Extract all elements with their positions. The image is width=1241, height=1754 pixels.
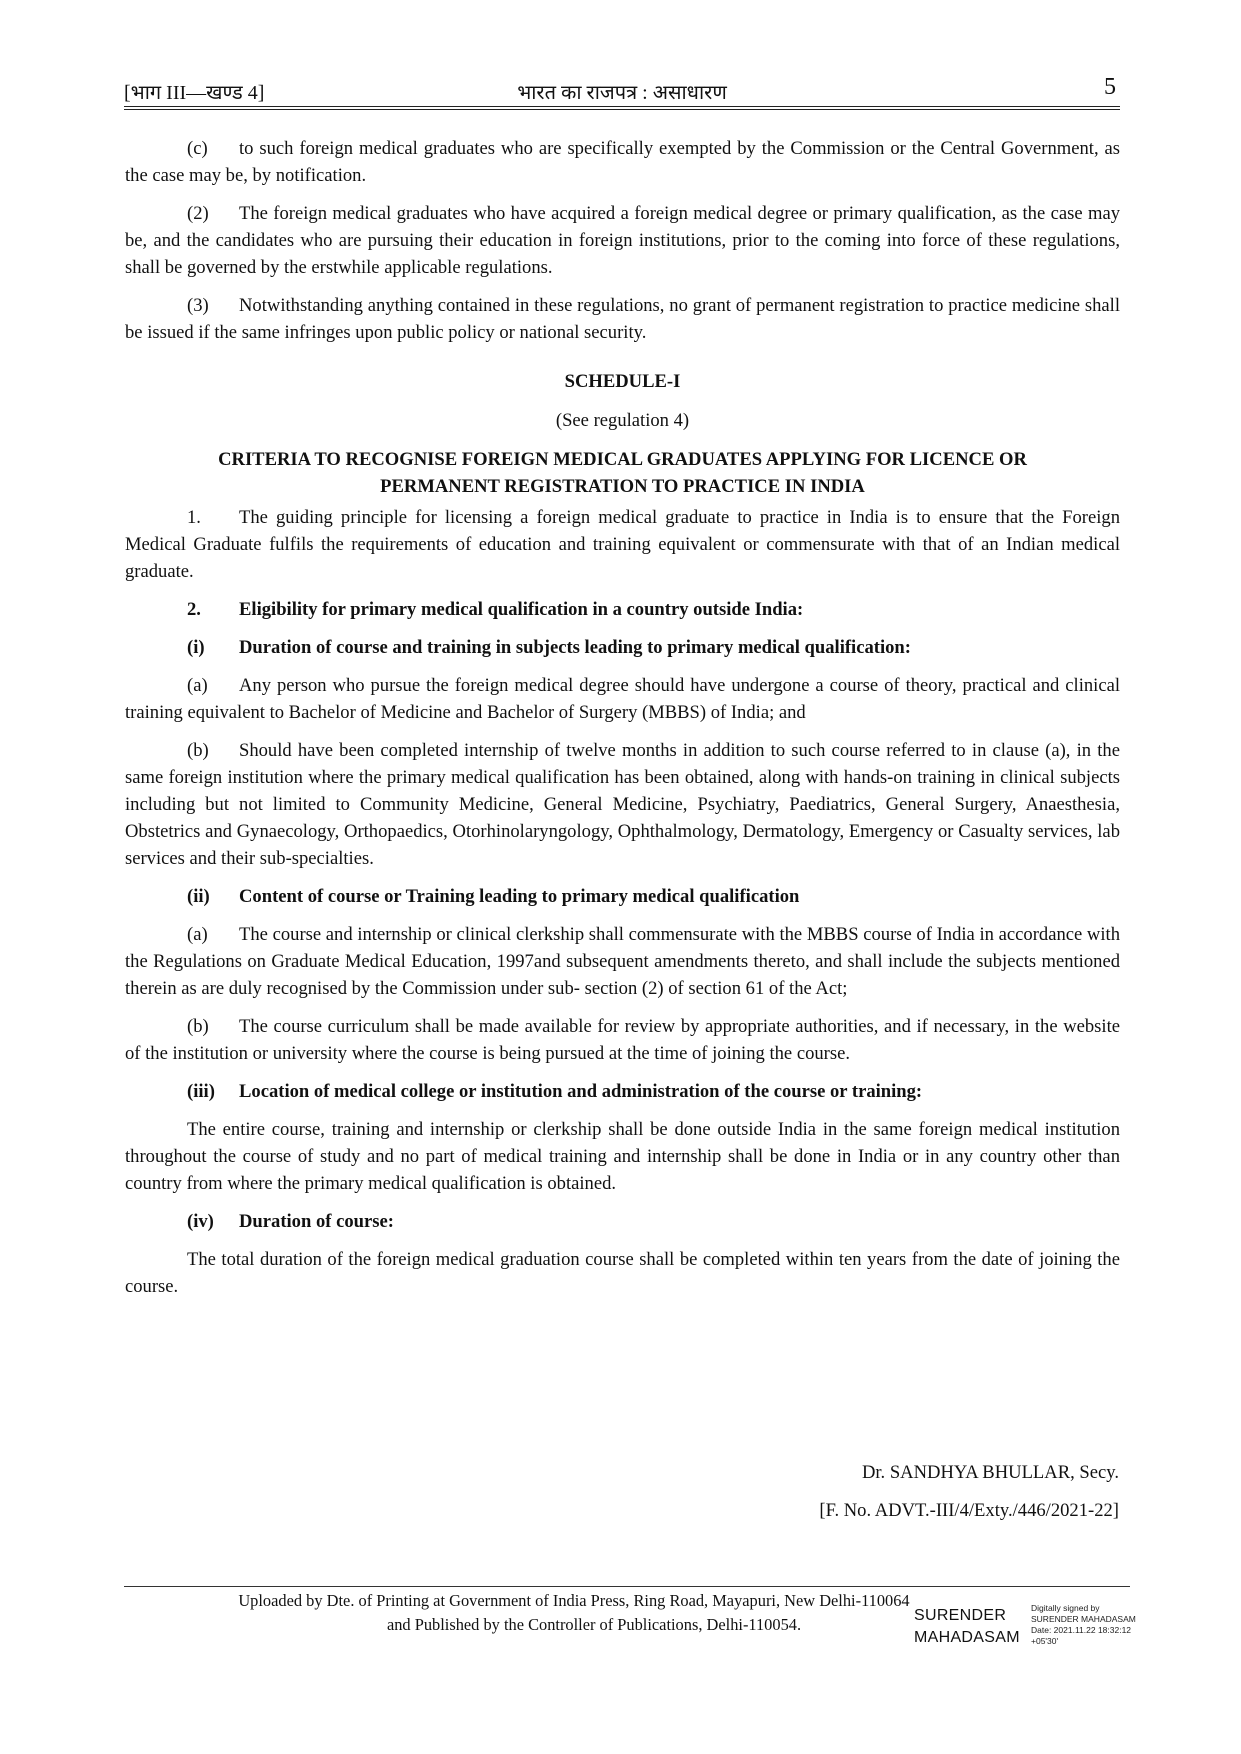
page-header	[124, 76, 1120, 106]
subsection-ii-a	[125, 921, 1120, 1002]
subsection-heading-text: Location of medical college or institution and administration of the course or training:	[239, 1081, 923, 1102]
clause-text: The course and internship or clinical clerkship shall commensurate with the MBBS course of India in accordance with the Regulations on Graduate Medical Education, 1997and subsequent amendments thereto, and shall include the subjects mentioned therein as are duly recognised by the Commission under sub- section (2) of section 61 of the Act;	[125, 924, 1120, 999]
criteria-heading-line2: PERMANENT REGISTRATION TO PRACTICE IN INDIA	[380, 476, 865, 497]
signer-first-name: SURENDER	[914, 1607, 1007, 1624]
paragraph-number: 1.	[187, 507, 201, 528]
subsection-iii-text: The entire course, training and internship or clerkship shall be done outside India in the same foreign medical institution throughout the course of study and no part of medical training and internship shall be done in India or in any country other than country from where the primary medical qualification is obtained.	[125, 1119, 1120, 1194]
footer-divider	[124, 1586, 1130, 1587]
header-part-section: [भाग III—खण्ड 4]	[124, 82, 265, 104]
paragraph-1	[125, 504, 1120, 585]
clause-text: Any person who pursue the foreign medical degree should have undergone a course of theory, practical and clinical training equivalent to Bachelor of Medicine and Bachelor of Surgery (MBBS) of India; and	[125, 675, 1120, 723]
clause-3	[125, 292, 1120, 346]
subsection-number: (i)	[187, 637, 205, 658]
header-divider	[124, 106, 1120, 110]
clause-text: The foreign medical graduates who have acquired a foreign medical degree or primary qualification, as the case may be, and the candidates who are pursuing their education in foreign institutions, prior to the coming into force of these regulations, shall be governed by the erstwhile applicable regulations.	[125, 203, 1120, 278]
clause-2	[125, 200, 1120, 281]
criteria-heading	[125, 446, 1120, 500]
clause-number: (a)	[187, 675, 208, 696]
paragraph-text: The guiding principle for licensing a foreign medical graduate to practice in India is to ensure that the Foreign Medical Graduate fulfils the requirements of education and training equivalent or commensurate with that of an Indian medical graduate.	[125, 507, 1120, 582]
signatory-name: Dr. SANDHYA BHULLAR, Secy.	[861, 1462, 1119, 1483]
paragraph-number: 2.	[187, 599, 201, 620]
page-number: 5	[1104, 74, 1116, 100]
document-body	[125, 135, 1120, 1311]
clause-number: (3)	[187, 295, 209, 316]
schedule-subtitle: (See regulation 4)	[555, 410, 690, 431]
subsection-i-heading	[125, 634, 1120, 661]
clause-text: Notwithstanding anything contained in these regulations, no grant of permanent registration to practice medicine shall be issued if the same infringes upon public policy or national security.	[125, 295, 1120, 343]
sig-detail-3: Date: 2021.11.22 18:32:12	[1031, 1625, 1132, 1635]
clause-text: The course curriculum shall be made available for review by appropriate authorities, and if necessary, in the website of the institution or university where the course is being pursued at the time of joining the course.	[125, 1016, 1120, 1064]
clause-number: (a)	[187, 924, 208, 945]
subsection-number: (iii)	[187, 1081, 215, 1102]
footer-line-2: and Published by the Controller of Publications, Delhi-110054.	[386, 1615, 802, 1634]
paragraph-2-heading	[125, 596, 1120, 623]
digital-signature-details	[1031, 1603, 1136, 1647]
file-number: [F. No. ADVT.-III/4/Exty./446/2021-22]	[819, 1500, 1119, 1521]
criteria-heading-line1: CRITERIA TO RECOGNISE FOREIGN MEDICAL GRADUATES APPLYING FOR LICENCE OR	[218, 449, 1027, 470]
clause-number: (2)	[187, 203, 209, 224]
signature-block	[819, 1454, 1119, 1530]
subsection-ii-b	[125, 1013, 1120, 1067]
schedule-title: SCHEDULE-I	[564, 371, 681, 392]
clause-text: Should have been completed internship of twelve months in addition to such course referred to in clause (a), in the same foreign institution where the primary medical qualification has been obtained, along with hands-on training in clinical subjects including but not limited to Community Medicine, General Medicine, Psychiatry, Paediatrics, General Surgery, Anaesthesia, Obstetrics and Gynaecology, Orthopaedics, Otorhinolaryngology, Ophthalmology, Dermatology, Emergency or Casualty services, lab services and their sub-specialties.	[125, 740, 1120, 869]
subsection-iv-text: The total duration of the foreign medical graduation course shall be completed within ten years from the date of joining the course.	[125, 1249, 1120, 1297]
clause-number: (b)	[187, 1016, 209, 1037]
sig-detail-4: +05'30'	[1031, 1636, 1059, 1646]
subsection-heading-text: Duration of course and training in subjects leading to primary medical qualification:	[239, 637, 911, 658]
subsection-i-b	[125, 737, 1120, 872]
clause-c	[125, 135, 1120, 189]
subsection-heading-text: Duration of course:	[239, 1211, 394, 1232]
subsection-iii-heading	[125, 1078, 1120, 1105]
clause-number: (b)	[187, 740, 209, 761]
sig-detail-1: Digitally signed by	[1031, 1603, 1100, 1613]
clause-text: to such foreign medical graduates who are specifically exempted by the Commission or the Central Government, as the case may be, by notification.	[125, 138, 1120, 186]
signer-last-name: MAHADASAM	[914, 1629, 1020, 1646]
subsection-ii-heading	[125, 883, 1120, 910]
header-gazette-title: भारत का राजपत्र : असाधारण	[517, 82, 727, 104]
subsection-heading-text: Content of course or Training leading to primary medical qualification	[239, 886, 800, 907]
subsection-number: (iv)	[187, 1211, 214, 1232]
page-footer	[124, 1589, 1024, 1637]
footer-line-1: Uploaded by Dte. of Printing at Government of India Press, Ring Road, Mayapuri, New Delhi-110064	[238, 1591, 910, 1610]
clause-number: (c)	[187, 138, 208, 159]
digital-signer-name	[914, 1605, 1020, 1649]
subsection-iv-heading	[125, 1208, 1120, 1235]
subsection-number: (ii)	[187, 886, 210, 907]
sig-detail-2: SURENDER MAHADASAM	[1031, 1614, 1136, 1624]
paragraph-heading-text: Eligibility for primary medical qualification in a country outside India:	[239, 599, 804, 620]
subsection-i-a	[125, 672, 1120, 726]
